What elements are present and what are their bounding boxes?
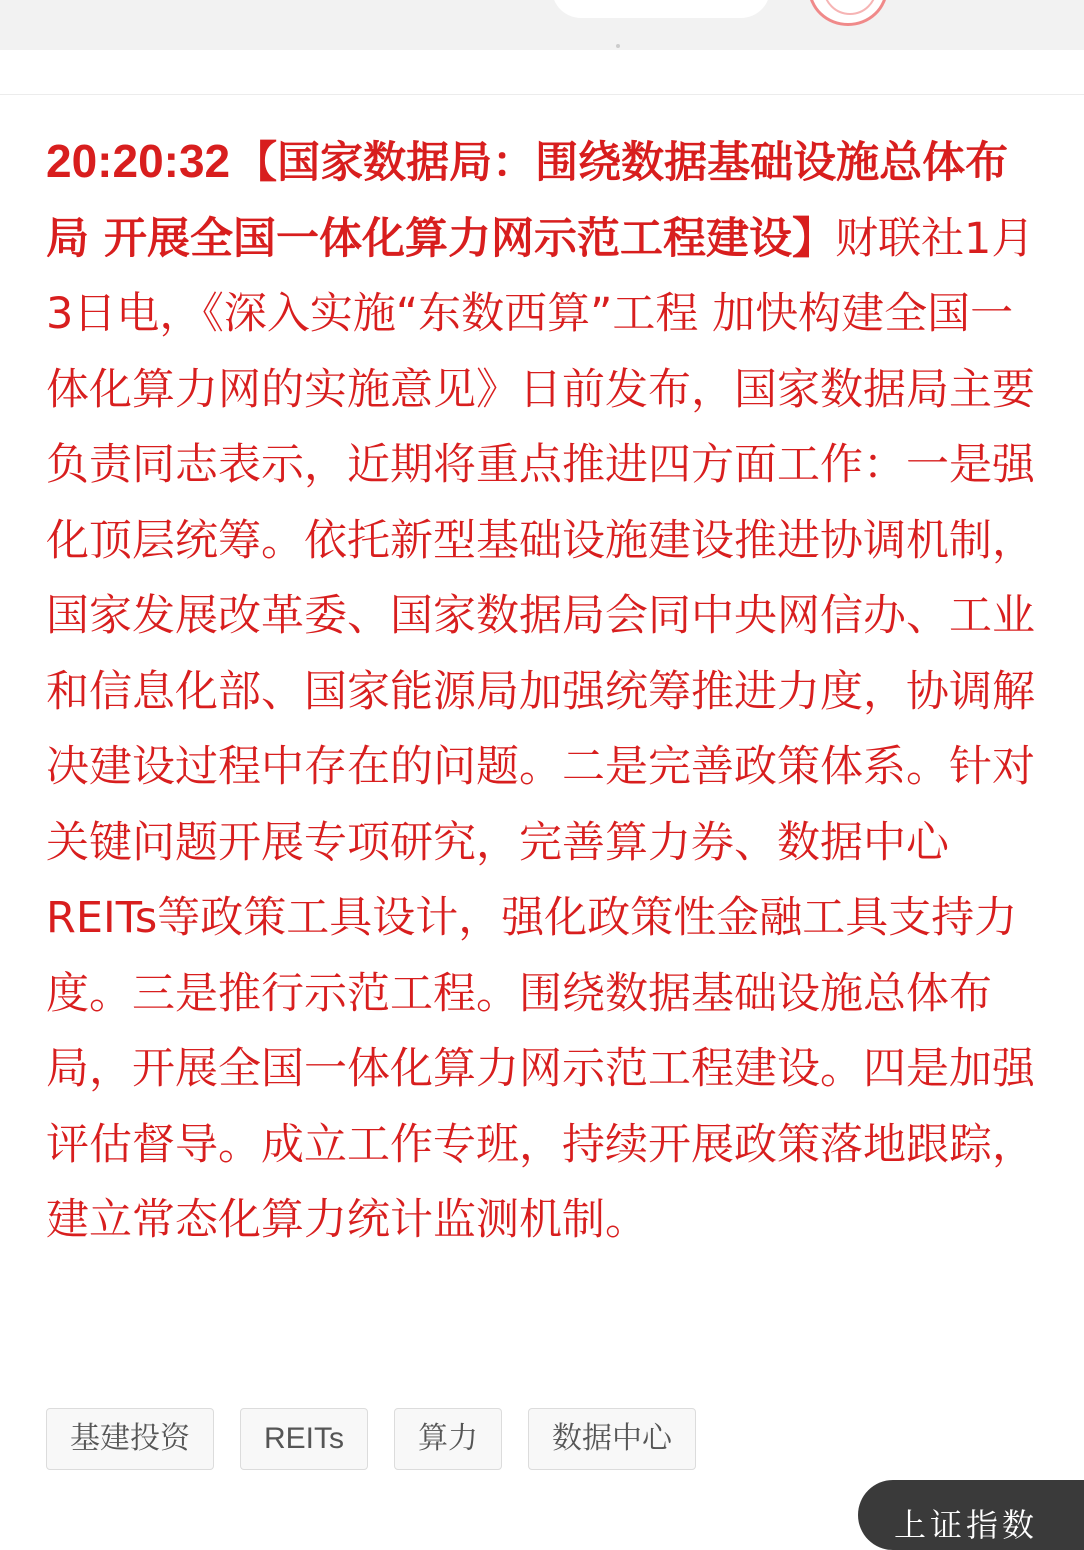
news-body: 财联社1月3日电，《深入实施“东数西算”工程 加快构建全国一体化算力网的实施意见》日前发布，国家数据局主要负责同志表示，近期将重点推进四方面工作：一是强化顶层统筹。依托新型基础设施建设推进协调机制，国家发展改革委、国家数据局会同中央网信办、工业和信息化部、国家能源局加强统筹推进力度，协调解决建设过程中存在的问题。二是完善政策体系。针对关键问题开展专项研究，完善算力券、数据中心REITs等政策工具设计，强化政策性金融工具支持力度。三是推行示范工程。围绕数据基础设施总体布局，开展全国一体化算力网示范工程建设。四是加强评估督导。成立工作专班，持续开展政策落地跟踪，建立常态化算力统计监测机制。 [46, 213, 1035, 1245]
article-paragraph [46, 124, 1036, 1259]
tag-infrastructure-investment[interactable]: 基建投资 [46, 1408, 214, 1470]
top-bar [0, 0, 1084, 50]
divider-line [0, 94, 1084, 95]
action-button[interactable] [808, 0, 888, 26]
floating-index-button[interactable] [858, 1480, 1084, 1550]
news-time: 20:20:32 [46, 135, 231, 187]
search-box[interactable] [552, 0, 770, 18]
news-headline: 【国家数据局：围绕数据基础设施总体布局 开展全国一体化算力网示范工程建设】 [46, 138, 1009, 264]
news-article [46, 124, 1036, 1259]
tag-list [46, 1408, 722, 1470]
tag-data-center[interactable]: 数据中心 [528, 1408, 696, 1470]
floating-index-label: 上证指数 [894, 1506, 1039, 1544]
tag-reits[interactable]: REITs [240, 1408, 368, 1470]
tag-computing-power[interactable]: 算力 [394, 1408, 502, 1470]
divider-dot [616, 44, 620, 48]
